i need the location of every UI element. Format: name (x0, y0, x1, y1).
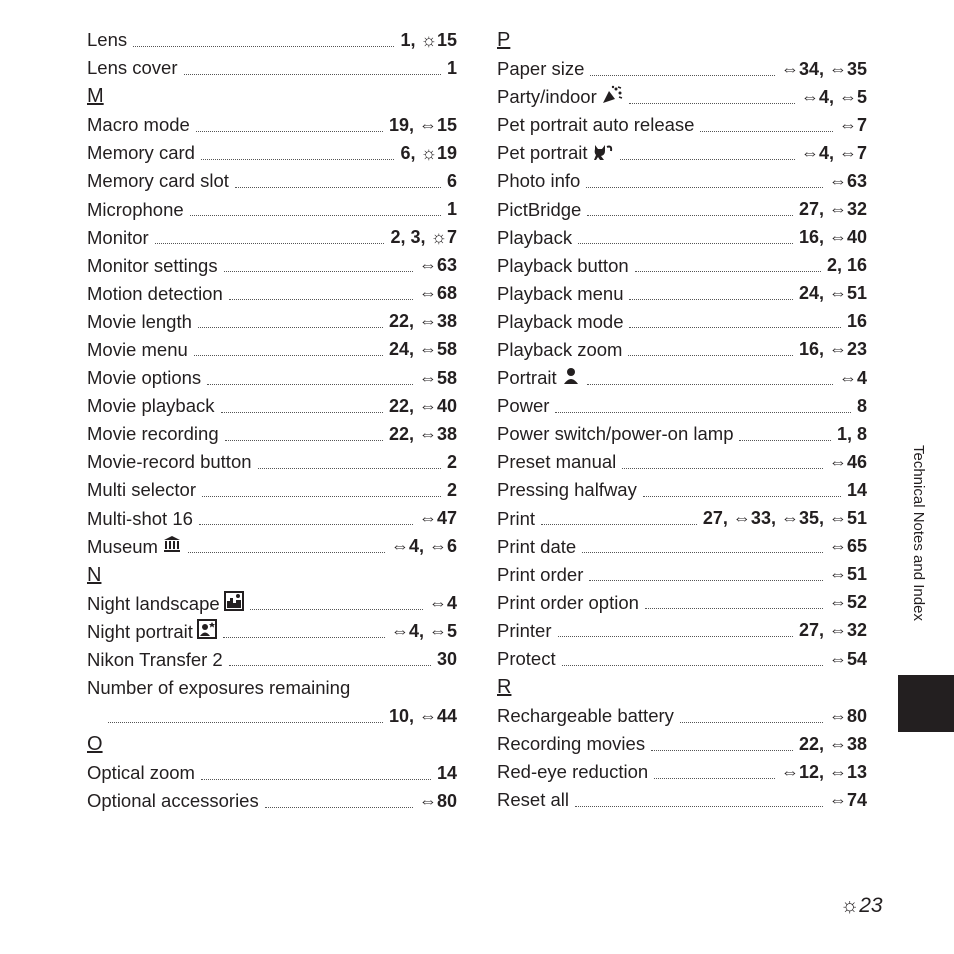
entry-pages: ⇔34, ⇔35 (780, 58, 867, 79)
entry-term: Night portrait (87, 620, 193, 642)
index-entry (87, 364, 457, 392)
entry-term: Print order (497, 563, 584, 585)
dot-leader (643, 496, 841, 497)
entry-pages: ⇔68 (418, 283, 457, 304)
entry-pages: ⇔63 (418, 255, 457, 276)
entry-pages: ⇔4 (428, 593, 457, 614)
entry-term: Pet portrait (497, 142, 588, 164)
dot-leader (558, 636, 793, 637)
dot-leader (541, 524, 697, 525)
entry-pages: ⇔4, ⇔5 (390, 621, 457, 642)
entry-pages: ⇔65 (828, 536, 867, 557)
entry-pages: 24, ⇔51 (798, 283, 867, 304)
index-entry (497, 139, 867, 167)
side-label (905, 445, 935, 665)
entry-term: Movie-record button (87, 451, 252, 473)
entry-term: Playback zoom (497, 338, 623, 360)
entry-term: Movie menu (87, 338, 188, 360)
dot-leader (582, 552, 823, 553)
index-entry (87, 26, 457, 54)
entry-pages: ⇔80 (418, 790, 457, 811)
night-landscape-icon (224, 591, 244, 616)
entry-pages: 19, ⇔15 (388, 114, 457, 135)
entry-pages: 27, ⇔32 (798, 199, 867, 220)
entry-term: Lens cover (87, 57, 178, 79)
index-entry (497, 224, 867, 252)
entry-pages: ⇔4, ⇔5 (800, 86, 867, 107)
entry-pages: 10, ⇔44 (388, 705, 457, 726)
section-tab (898, 675, 954, 732)
index-entry (497, 645, 867, 673)
dot-leader (620, 159, 795, 160)
index-column-right (497, 26, 867, 814)
entry-term: Motion detection (87, 282, 223, 304)
entry-term: Number of exposures remaining (87, 677, 351, 699)
dot-leader (651, 750, 793, 751)
entry-term: Print date (497, 535, 577, 557)
index-entry (497, 505, 867, 533)
index-entry (87, 759, 457, 787)
index-entry (497, 758, 867, 786)
index-entry (497, 252, 867, 280)
side-label-text: Technical Notes and Index (910, 445, 927, 621)
index-entry (497, 111, 867, 139)
entry-term: Party/indoor (497, 86, 597, 108)
dot-leader (202, 496, 441, 497)
entry-term: Portrait (497, 367, 557, 389)
section-header: N (87, 563, 102, 586)
dot-leader (250, 609, 423, 610)
entry-pages: 22, ⇔38 (798, 733, 867, 754)
entry-pages: 1 (446, 199, 457, 220)
dot-leader (700, 131, 833, 132)
index-entry (87, 618, 457, 646)
entry-term: Print order option (497, 591, 639, 613)
index-entry (497, 589, 867, 617)
entry-term: Movie playback (87, 395, 215, 417)
entry-pages: 16, ⇔23 (798, 339, 867, 360)
entry-pages: 16 (846, 311, 867, 332)
entry-term: Multi selector (87, 479, 196, 501)
index-entry (497, 420, 867, 448)
index-entry-continuation (87, 702, 457, 730)
dot-leader (184, 74, 441, 75)
dot-leader (645, 608, 823, 609)
dot-leader (201, 159, 395, 160)
index-entry (87, 111, 457, 139)
section-header: R (497, 676, 512, 699)
entry-pages: ⇔47 (418, 508, 457, 529)
entry-pages: 24, ⇔58 (388, 339, 457, 360)
dot-leader (229, 299, 413, 300)
dot-leader (194, 355, 383, 356)
entry-term: Protect (497, 648, 556, 670)
dot-leader (190, 215, 441, 216)
entry-term: Photo info (497, 170, 581, 192)
index-entry (87, 224, 457, 252)
index-entry (87, 448, 457, 476)
dot-leader (198, 327, 383, 328)
page-number-text: ☼23 (840, 894, 883, 917)
index-entry (87, 280, 457, 308)
entry-term: Print (497, 507, 536, 529)
section-header: P (497, 29, 511, 51)
entry-pages: 27, ⇔32 (798, 620, 867, 641)
index-entry (497, 448, 867, 476)
entry-pages: 8 (856, 395, 867, 416)
index-entry (497, 730, 867, 758)
entry-term: Night landscape (87, 592, 220, 614)
index-entry (497, 476, 867, 504)
dot-leader (587, 215, 793, 216)
entry-term: Playback button (497, 254, 629, 276)
entry-pages: ⇔58 (418, 367, 457, 388)
index-entry (497, 364, 867, 392)
section-header: O (87, 733, 103, 756)
entry-term: PictBridge (497, 198, 582, 220)
dot-leader (587, 384, 833, 385)
entry-term: Microphone (87, 198, 184, 220)
index-entry (497, 617, 867, 645)
index-entry (87, 505, 457, 533)
dot-leader (562, 665, 823, 666)
entry-pages: 2 (446, 451, 457, 472)
dot-leader (235, 187, 441, 188)
dot-leader (188, 552, 385, 553)
entry-pages: ⇔80 (828, 705, 867, 726)
dot-leader (589, 580, 823, 581)
entry-pages: ⇔7 (838, 114, 867, 135)
dot-leader (221, 412, 383, 413)
dot-leader (680, 722, 823, 723)
dot-leader (155, 243, 385, 244)
entry-term: Monitor settings (87, 254, 218, 276)
section-header: M (87, 85, 104, 108)
entry-pages: ⇔46 (828, 451, 867, 472)
entry-term: Paper size (497, 58, 585, 80)
entry-term: Monitor (87, 226, 149, 248)
pet-portrait-icon (592, 141, 614, 166)
index-entry (497, 533, 867, 561)
entry-pages: 30 (436, 649, 457, 670)
entry-term: Power switch/power-on lamp (497, 423, 734, 445)
entry-term: Power (497, 395, 550, 417)
dot-leader (635, 271, 821, 272)
entry-pages: ⇔54 (828, 648, 867, 669)
entry-pages: 22, ⇔38 (388, 423, 457, 444)
entry-pages: 1, ☼15 (400, 29, 457, 50)
entry-pages: 14 (436, 762, 457, 783)
entry-pages: 2, 16 (826, 255, 867, 276)
entry-pages: ⇔12, ⇔13 (780, 761, 867, 782)
dot-leader (199, 524, 413, 525)
museum-icon (162, 534, 182, 559)
index-entry (87, 590, 457, 618)
index-entry (87, 787, 457, 815)
index-entry (87, 139, 457, 167)
dot-leader (590, 75, 775, 76)
dot-leader (265, 807, 413, 808)
dot-leader (258, 468, 441, 469)
dot-leader (575, 806, 823, 807)
dot-leader (739, 440, 830, 441)
entry-term: Memory card (87, 142, 195, 164)
index-entry (497, 392, 867, 420)
dot-leader (622, 468, 823, 469)
entry-pages: ⇔74 (828, 789, 867, 810)
entry-pages: 22, ⇔38 (388, 311, 457, 332)
dot-leader (108, 722, 383, 723)
entry-term: Museum (87, 535, 158, 557)
entry-term: Red-eye reduction (497, 761, 649, 783)
index-entry (87, 420, 457, 448)
entry-term: Playback menu (497, 282, 624, 304)
entry-pages: 2, 3, ☼7 (390, 227, 457, 248)
entry-pages: 1 (446, 57, 457, 78)
entry-term: Optical zoom (87, 762, 195, 784)
index-entry (497, 308, 867, 336)
index-entry (87, 674, 457, 702)
portrait-icon (561, 366, 581, 391)
index-entry (87, 308, 457, 336)
entry-pages: 6 (446, 170, 457, 191)
entry-term: Printer (497, 619, 552, 641)
index-entry (87, 476, 457, 504)
entry-pages: ⇔4 (838, 367, 867, 388)
entry-pages: 16, ⇔40 (798, 227, 867, 248)
index-column-left (87, 26, 457, 815)
index-entry (497, 702, 867, 730)
entry-pages: 6, ☼19 (400, 142, 457, 163)
dot-leader (207, 384, 413, 385)
dot-leader (133, 46, 394, 47)
entry-term: Movie recording (87, 423, 219, 445)
index-entry (497, 55, 867, 83)
dot-leader (628, 355, 793, 356)
index-entry (497, 336, 867, 364)
dot-leader (629, 299, 792, 300)
index-entry (497, 195, 867, 223)
entry-pages: 14 (846, 479, 867, 500)
index-entry (87, 533, 457, 561)
dot-leader (586, 187, 823, 188)
party-indoor-icon (601, 85, 623, 110)
entry-term: Optional accessories (87, 790, 259, 812)
dot-leader (654, 778, 775, 779)
entry-pages: 22, ⇔40 (388, 395, 457, 416)
index-entry (87, 167, 457, 195)
dot-leader (555, 412, 851, 413)
entry-term: Lens (87, 29, 128, 51)
index-entry (87, 195, 457, 223)
index-entry (497, 167, 867, 195)
entry-term: Multi-shot 16 (87, 507, 193, 529)
page-number (840, 894, 883, 918)
entry-term: Nikon Transfer 2 (87, 648, 223, 670)
entry-term: Rechargeable battery (497, 705, 674, 727)
dot-leader (225, 440, 383, 441)
index-entry (497, 280, 867, 308)
entry-pages: 1, 8 (836, 423, 867, 444)
dot-leader (196, 131, 383, 132)
entry-pages: ⇔4, ⇔6 (390, 536, 457, 557)
entry-pages: 2 (446, 479, 457, 500)
entry-pages: ⇔51 (828, 564, 867, 585)
index-entry (497, 561, 867, 589)
index-entry (87, 336, 457, 364)
entry-term: Reset all (497, 789, 569, 811)
entry-term: Pressing halfway (497, 479, 637, 501)
dot-leader (629, 327, 840, 328)
index-entry (87, 646, 457, 674)
entry-term: Movie length (87, 310, 192, 332)
entry-term: Preset manual (497, 451, 617, 473)
entry-term: Macro mode (87, 114, 190, 136)
dot-leader (224, 271, 413, 272)
entry-term: Recording movies (497, 733, 646, 755)
index-entry (87, 252, 457, 280)
entry-pages: ⇔4, ⇔7 (800, 142, 867, 163)
entry-term: Playback mode (497, 310, 624, 332)
dot-leader (629, 103, 795, 104)
entry-pages: ⇔63 (828, 170, 867, 191)
dot-leader (201, 779, 431, 780)
dot-leader (578, 243, 793, 244)
index-entry (497, 83, 867, 111)
entry-term: Pet portrait auto release (497, 114, 695, 136)
entry-term: Movie options (87, 367, 202, 389)
entry-term: Playback (497, 226, 573, 248)
dot-leader (229, 665, 431, 666)
entry-pages: 27, ⇔33, ⇔35, ⇔51 (702, 508, 867, 529)
entry-term: Memory card slot (87, 170, 229, 192)
night-portrait-icon (197, 619, 217, 644)
dot-leader (223, 637, 385, 638)
index-entry (87, 54, 457, 82)
entry-pages: ⇔52 (828, 592, 867, 613)
index-entry (497, 786, 867, 814)
index-entry (87, 392, 457, 420)
